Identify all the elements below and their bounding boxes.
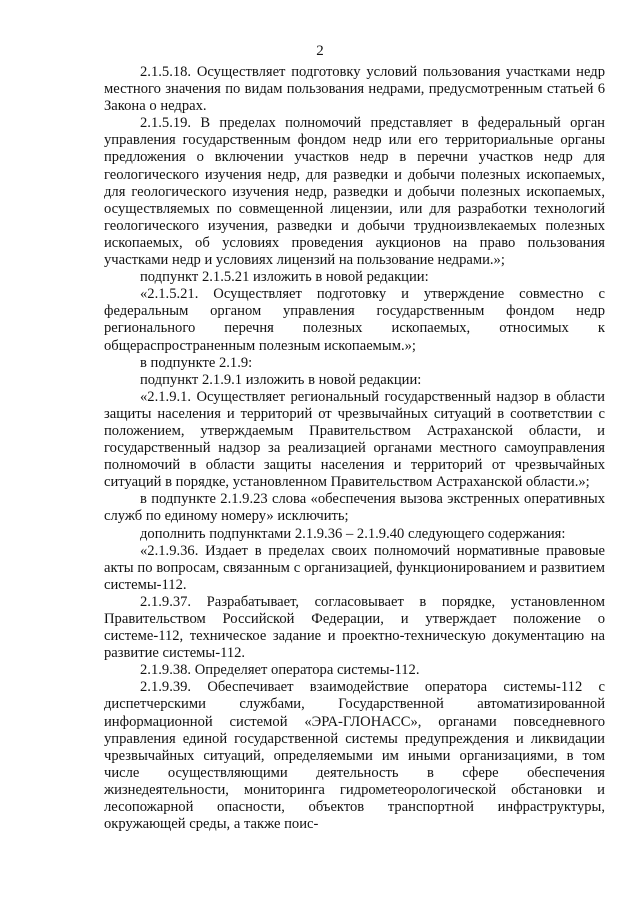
paragraph-subclause-2-1-9-1-instruction: подпункт 2.1.9.1 изложить в новой редакции: — [140, 371, 422, 388]
paragraph-2-1-5-18: 2.1.5.18. Осуществляет подготовку условий пользования участками недр местного значения по видам пользования недрами, предусмотренным статьей 6 Закона о недрах. — [104, 64, 605, 115]
paragraph-subclause-2-1-5-21-instruction: подпункт 2.1.5.21 изложить в новой редакции: — [140, 269, 429, 286]
paragraph-2-1-9-23-amendment: в подпункте 2.1.9.23 слова «обеспечения вызова экстренных оперативных служб по единому номеру» исключить; — [104, 491, 605, 525]
paragraph-2-1-9-37: 2.1.9.37. Разрабатывает, согласовывает в порядке, установленном Правительством Российской Федерации, и утверждает положение о системе-112, техническое задание и проектно-техническую документацию на развитие системы-112. — [104, 593, 605, 662]
paragraph-2-1-9-36: «2.1.9.36. Издает в пределах своих полномочий нормативные правовые акты по вопросам, связанным с организацией, функционированием и развитием системы-112. — [104, 542, 605, 593]
paragraph-2-1-9-1: «2.1.9.1. Осуществляет региональный государственный надзор в области защиты населения и территорий от чрезвычайных ситуаций в соответствии с положением, утверждаемым Правительством Астраханской области, и государственный надзор за реализацией органами местного самоуправления полномочий в области защиты населения и территорий от чрезвычайных ситуаций в порядке, установленном Правительством Астраханской области.»; — [104, 388, 605, 491]
paragraph-2-1-5-21: «2.1.5.21. Осуществляет подготовку и утверждение совместно с федеральным органом управления государственным фондом недр регионального перечня полезных ископаемых, относимых к общераспространенным полезным ископаемым.»; — [104, 286, 605, 354]
paragraph-2-1-5-19: 2.1.5.19. В пределах полномочий представляет в федеральный орган управления государственным фондом недр или его территориальные органы предложения о включении участков недр в перечни участков недр для геологического изучения недр, для разведки и добычи полезных ископаемых, для геологического изучения недр, разведки и добычи полезных ископаемых, осуществляемых по совмещенной лицензии, или для разработки технологий геологического изучения, разведки и добычи трудноизвлекаемых полезных ископаемых, об условиях проведения аукционов на право пользования участками недр и условиях лицензий на пользование недрами.»; — [104, 115, 605, 269]
page-number: 2 — [316, 43, 324, 59]
paragraph-add-subclauses-instruction: дополнить подпунктами 2.1.9.36 – 2.1.9.40 следующего содержания: — [140, 525, 566, 542]
paragraph-2-1-9-38: 2.1.9.38. Определяет оператора системы-112. — [140, 662, 420, 679]
document-body — [104, 64, 605, 833]
paragraph-2-1-9-39: 2.1.9.39. Обеспечивает взаимодействие оператора системы-112 с диспетчерскими службами, Государственной автоматизированной информационной системой «ЭРА-ГЛОНАСС», органами повседневного управления единой государственной системы предупреждения и ликвидации чрезвычайных ситуаций, определяемыми им иными организациями, в том числе осуществляющими деятельность в сфере обеспечения жизнедеятельности, мониторинга гидрометеорологической обстановки и лесопожарной опасности, объектов транспортной инфраструктуры, окружающей среды, а также поис- — [104, 679, 605, 833]
paragraph-subclause-2-1-9-intro: в подпункте 2.1.9: — [140, 354, 253, 371]
